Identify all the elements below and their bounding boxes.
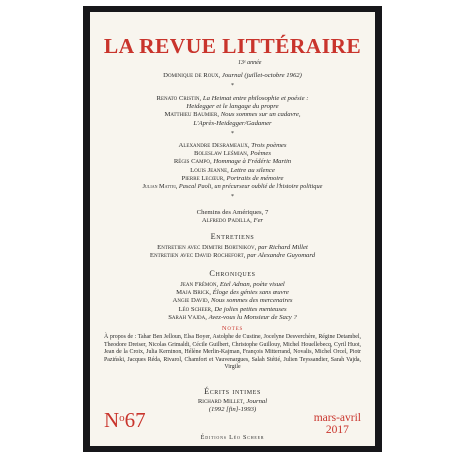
contents-entry bbox=[90, 175, 375, 183]
ecrits-heading: Écrits intimes bbox=[204, 387, 261, 396]
entry-work: Heidegger et le langage du propre bbox=[186, 103, 279, 111]
entry-author: Angie David, bbox=[172, 297, 210, 305]
issue-number-sup: o bbox=[119, 412, 125, 424]
entry-work: L'Après-Heidegger/Gadamer bbox=[193, 119, 272, 127]
entry-work-cont: (1992 [fin]-1993) bbox=[208, 406, 257, 414]
entry-work: Trois poèmes bbox=[251, 142, 287, 149]
separator-star: * bbox=[231, 194, 234, 201]
contents-entry bbox=[90, 209, 375, 217]
entry-author: Louis Jeanne, bbox=[190, 166, 229, 174]
entretiens-section bbox=[90, 232, 375, 260]
entry-work: Etel Adnan, poète visuel bbox=[219, 281, 285, 288]
contents-section-1 bbox=[90, 72, 375, 89]
entry-work: Portraits de mémoire bbox=[226, 174, 284, 182]
entretiens-heading: Entretiens bbox=[210, 232, 255, 241]
separator-star: * bbox=[231, 130, 234, 137]
contents-section-4 bbox=[90, 209, 375, 225]
contents-entry bbox=[90, 281, 375, 289]
separator-star: * bbox=[231, 83, 234, 90]
entry-work: Journal (juillet-octobre 1962) bbox=[221, 72, 302, 79]
contents-entry bbox=[90, 150, 375, 158]
chroniques-heading: Chroniques bbox=[209, 269, 256, 278]
entry-author: Renato Cristin, bbox=[156, 95, 202, 102]
magazine-title: LA REVUE LITTÉRAIRE bbox=[103, 34, 362, 58]
contents-entry bbox=[90, 297, 375, 305]
entry-author: Entretien avec David Rochefort, bbox=[149, 252, 246, 260]
publisher: Éditions Léo Scheer bbox=[200, 434, 265, 441]
contents-entry bbox=[90, 72, 375, 80]
entry-work: Nous sommes sur un cadavre, bbox=[220, 111, 301, 119]
entry-work: La Heimat entre philosophie et poésie : bbox=[202, 95, 309, 102]
entry-work: Chemins des Amériques, 7 bbox=[196, 209, 269, 216]
entry-work: Hommage à Frédéric Martin bbox=[213, 158, 292, 166]
entry-work: Pascal Paoli, un précurseur oublié de l'histoire politique bbox=[178, 183, 323, 191]
notes-heading: Notes bbox=[221, 325, 244, 332]
entry-work: Éloge des génies sans œuvre bbox=[212, 289, 289, 297]
entry-author: Richard Millet, bbox=[197, 398, 245, 405]
notes-section bbox=[90, 325, 375, 372]
contents-entry bbox=[90, 217, 375, 225]
entry-work: Fer bbox=[253, 217, 264, 225]
contents-entry bbox=[90, 142, 375, 150]
entry-work: par Richard Millet bbox=[257, 244, 308, 251]
contents-entry bbox=[90, 120, 375, 128]
entry-work: Poèmes bbox=[250, 150, 272, 158]
contents-entry bbox=[90, 158, 375, 166]
entry-author: Maja Brick, bbox=[176, 289, 211, 297]
chroniques-section bbox=[90, 269, 375, 322]
entry-work: Nous sommes des mercenaires bbox=[211, 297, 293, 305]
entry-author: Entretien avec Dimitri Bortnikov, bbox=[157, 244, 257, 251]
entry-work: Lettre au silence bbox=[230, 166, 275, 174]
contents-entry bbox=[90, 95, 375, 103]
entry-work: Journal bbox=[246, 398, 268, 405]
entry-author: Alfredo Padilla, bbox=[201, 217, 252, 225]
contents-entry bbox=[90, 183, 375, 191]
contents-entry bbox=[90, 306, 375, 314]
issue-date bbox=[314, 412, 361, 436]
entry-work: De jolies petites menteuses bbox=[214, 305, 287, 313]
entry-work: par Alexandre Guyomard bbox=[246, 252, 316, 260]
contents-entry bbox=[90, 314, 375, 322]
entry-author: Julian Mattei, bbox=[142, 183, 178, 191]
entry-author: Jean Frémon, bbox=[180, 281, 219, 288]
entry-author: Dominique de Roux, bbox=[163, 72, 221, 79]
notes-text: À propos de : Tahar Ben Jelloun, Elsa Boyer, Astolphe de Custine, Jocelyne Desverchère, Régine Detambel, Theodore Dreiser, Nicolas Grimaldi, Cécile Guilbert, Christophe Guillouy, Michel Houellebecq, Cyril Huot, Jean de la Croix, Julia Kerninon, Hélène Merlin-Kajman, François Mitterrand, Novalis, Michel Orcel, Piotr Paziński, Jacques Réda, Rivarol, Chamfort et Vauvenargues, Salah Stétié, Julien Teyssandier, Sarah Vajda, Virgile bbox=[104, 334, 361, 371]
issue-date-months: mars-avril bbox=[313, 412, 361, 424]
magazine-cover bbox=[90, 12, 375, 446]
contents-entry bbox=[90, 103, 375, 111]
year-label: 13ᵉ année bbox=[238, 60, 262, 66]
entry-work: Avez-vous lu Monsieur de Sacy ? bbox=[208, 313, 297, 321]
entry-author: Boleslaw Leśmian, bbox=[193, 150, 249, 158]
entry-author: Alexandre Desrameaux, bbox=[178, 142, 250, 149]
issue-number bbox=[104, 408, 146, 433]
contents-entry bbox=[90, 398, 375, 406]
entry-author: Sarah Vajda, bbox=[168, 313, 207, 321]
issue-number-value: 67 bbox=[124, 408, 146, 432]
contents-entry bbox=[90, 244, 375, 252]
issue-date-year: 2017 bbox=[325, 424, 349, 436]
contents-entry bbox=[90, 111, 375, 119]
contents-entry bbox=[90, 289, 375, 297]
contents-entry bbox=[90, 252, 375, 260]
entry-author: Régis Campo, bbox=[173, 158, 212, 166]
entry-author: Léo Scheer, bbox=[178, 305, 213, 313]
entry-author: Pierre Lecœur, bbox=[181, 174, 225, 182]
entry-author: Matthieu Baumier, bbox=[164, 111, 220, 119]
contents-section-3 bbox=[90, 142, 375, 200]
contents-section-2 bbox=[90, 95, 375, 137]
issue-number-prefix: N bbox=[104, 408, 120, 432]
contents-entry bbox=[90, 167, 375, 175]
